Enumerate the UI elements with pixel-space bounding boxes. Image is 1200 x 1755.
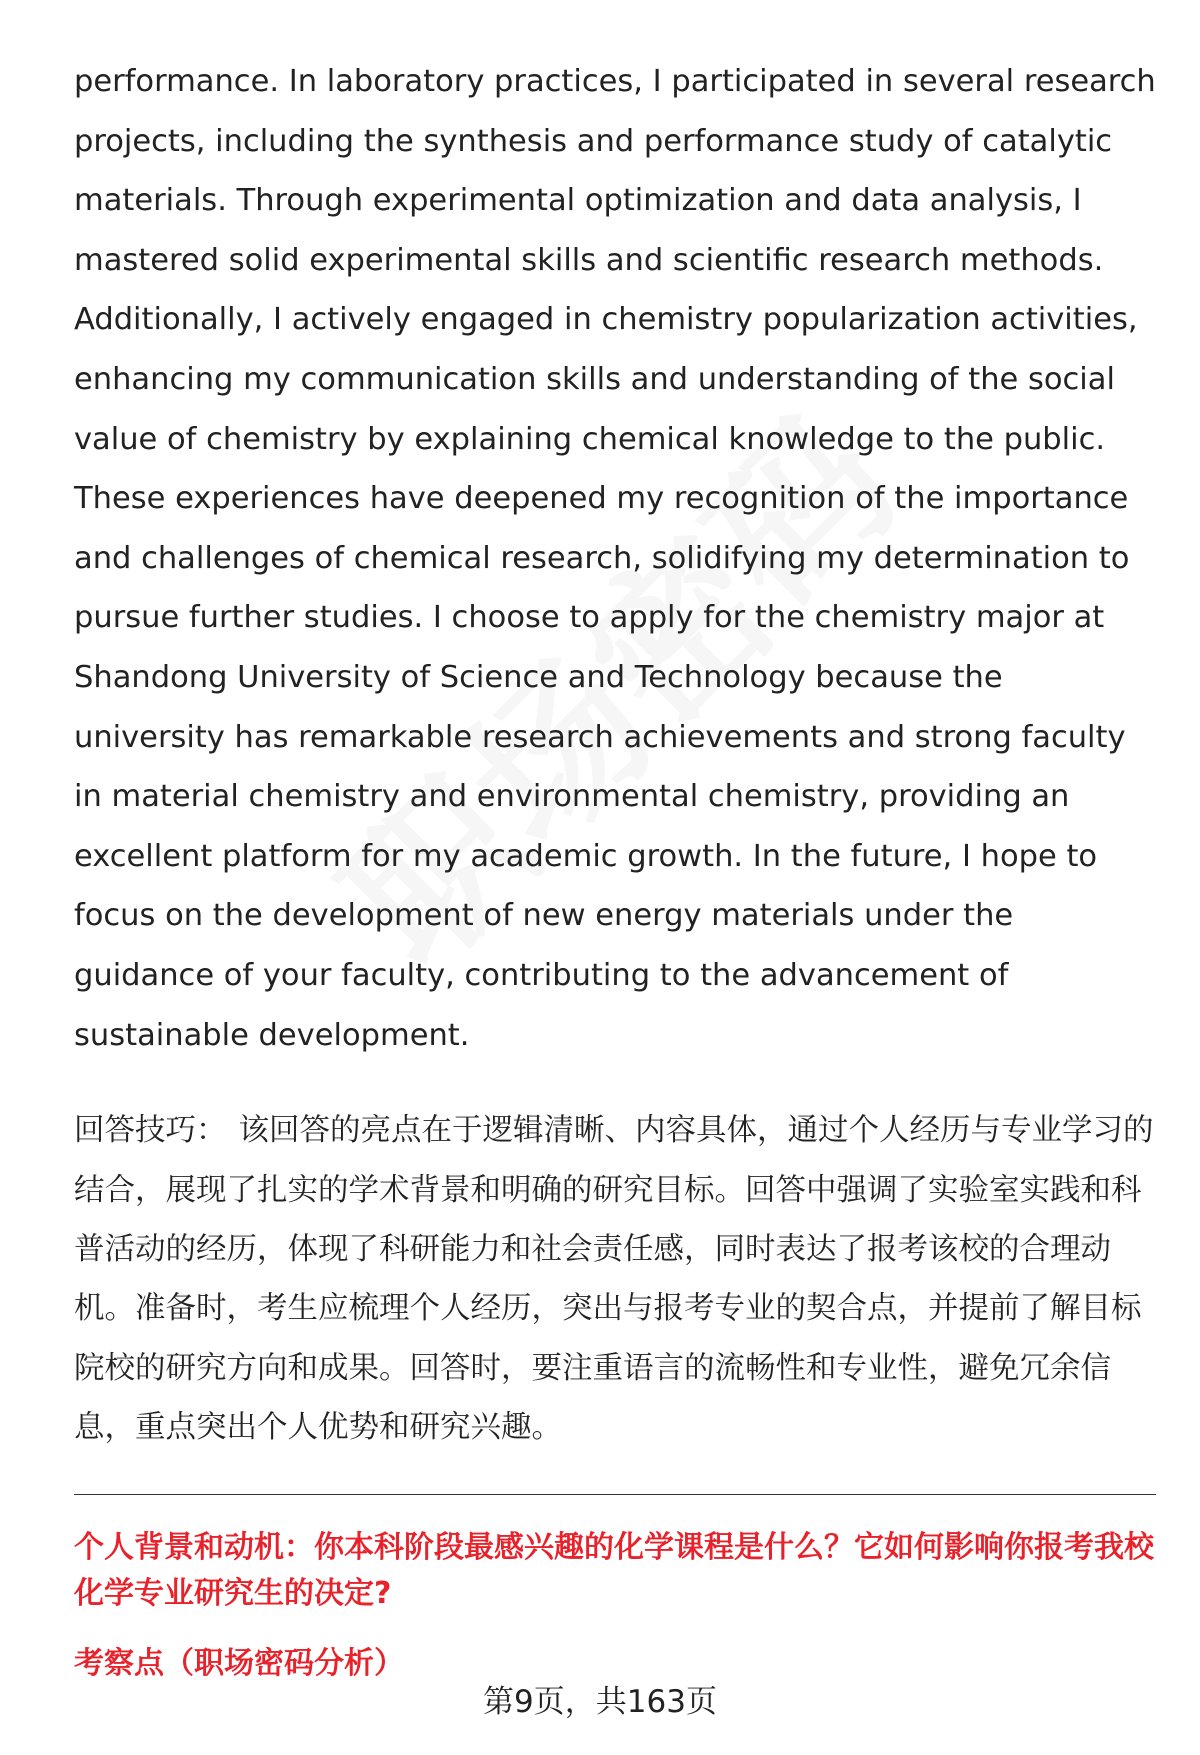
answer-paragraph: performance. In laboratory practices, I participated in several research projects, including the synthesis and performance study of catalytic materials. Through experimental optimization and data analysis, I mastered solid experimental skills and scientific research methods. Additionally, I actively engaged in chemistry popularization activities, enhancing my communication skills and understanding of the social value of chemistry by explaining chemical knowledge to the public. These experiences have deepened my recognition of the importance and challenges of chemical research, solidifying my determination to pursue further studies. I choose to apply for the chemistry major at Shandong University of Science and Technology because the university has remarkable research achievements and strong faculty in material chemistry and environmental chemistry, providing an excellent platform for my academic growth. In the future, I hope to focus on the development of new energy materials under the guidance of your faculty, contributing to the advancement of sustainable development. [74, 64, 1156, 1053]
answer-tips-paragraph [74, 1101, 1156, 1457]
document-page [74, 52, 1156, 1687]
section-divider [74, 1494, 1156, 1495]
tips-text: 该回答的亮点在于逻辑清晰、内容具体，通过个人经历与专业学习的结合，展现了扎实的学术背景和明确的研究目标。回答中强调了实验室实践和科普活动的经历，体现了科研能力和社会责任感，同时表达了报考该校的合理动机。准备时，考生应梳理个人经历，突出与报考专业的契合点，并提前了解目标院校的研究方向和成果。回答时，要注重语言的流畅性和专业性，避免冗余信息，重点突出个人优势和研究兴趣。 [74, 1113, 1154, 1446]
page-number-footer: 第9页，共163页 [483, 1684, 717, 1720]
tips-label: 回答技巧： [74, 1113, 227, 1149]
question-heading: 个人背景和动机：你本科阶段最感兴趣的化学课程是什么？它如何影响你报考我校化学专业研究生的决定? [74, 1529, 1154, 1611]
analysis-subheading: 考察点（职场密码分析） [74, 1645, 404, 1681]
